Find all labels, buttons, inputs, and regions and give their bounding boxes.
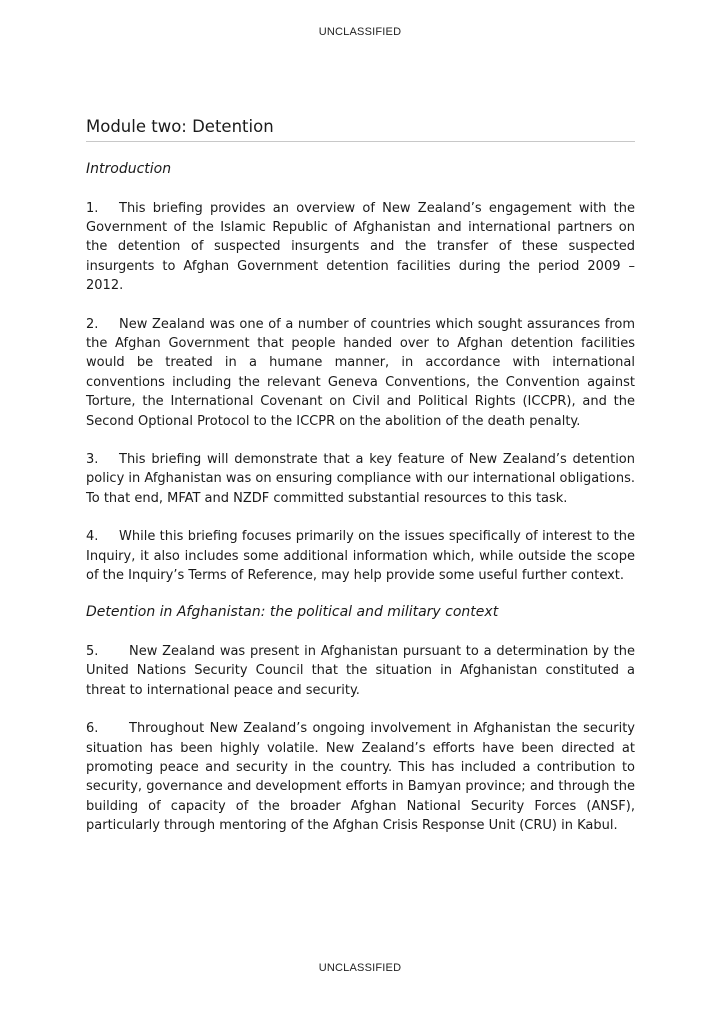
- paragraph-6: [86, 719, 635, 835]
- paragraph-number: 5.: [86, 643, 99, 659]
- paragraph-text: While this briefing focuses primarily on the issues specifically of interest to the Inquiry, it also includes some additional information which, while outside the scope of the Inquiry’s Terms of Reference, may help provide some useful further context.: [86, 529, 635, 583]
- paragraph-text: This briefing will demonstrate that a key feature of New Zealand’s detention policy in Afghanistan was on ensuring compliance with our international obligations. To that end, MFAT and NZDF committed substantial resources to this task.: [86, 451, 636, 506]
- paragraph-3: [86, 450, 635, 508]
- paragraph-number: 1.: [86, 200, 99, 216]
- paragraph-number: 2.: [86, 316, 99, 332]
- paragraph-5: [86, 642, 635, 700]
- section-heading-introduction: Introduction: [86, 161, 172, 177]
- document-title: Module two: Detention: [86, 117, 635, 142]
- footer-classification: UNCLASSIFIED: [318, 962, 402, 974]
- document-body: [86, 117, 635, 836]
- paragraph-1: [86, 199, 635, 296]
- paragraph-text: Throughout New Zealand’s ongoing involvement in Afghanistan the security situation has been highly volatile. New Zealand’s efforts have been directed at promoting peace and security in the country. This has included a contribution to security, governance and development efforts in Bamyan province; and through the building of capacity of the broader Afghan National Security Forces (ANSF), particularly through mentoring of the Afghan Crisis Response Unit (CRU) in Kabul.: [86, 721, 635, 834]
- paragraph-text: New Zealand was one of a number of countries which sought assurances from the Afghan Government that people handed over to Afghan detention facilities would be treated in a humane manner, in accordance with international conventions including the relevant Geneva Conventions, the Convention against Torture, the International Covenant on Civil and Political Rights (ICCPR), and the Second Optional Protocol to the ICCPR on the abolition of the death penalty.: [86, 316, 635, 429]
- paragraph-2: [86, 315, 635, 431]
- section-heading-detention-context: Detention in Afghanistan: the political and military context: [86, 604, 499, 621]
- paragraph-number: 4.: [86, 529, 99, 545]
- header-classification: UNCLASSIFIED: [318, 26, 402, 38]
- paragraph-text: New Zealand was present in Afghanistan pursuant to a determination by the United Nations Security Council that the situation in Afghanistan constituted a threat to international peace and security.: [86, 643, 635, 698]
- paragraph-number: 3.: [86, 451, 99, 467]
- paragraph-4: [86, 527, 635, 585]
- paragraph-text: This briefing provides an overview of New Zealand’s engagement with the Government of the Islamic Republic of Afghanistan and international partners on the detention of suspected insurgents and the transfer of these suspected insurgents to Afghan Government detention facilities during the period 2009 – 2012.: [86, 200, 635, 294]
- paragraph-number: 6.: [86, 721, 99, 737]
